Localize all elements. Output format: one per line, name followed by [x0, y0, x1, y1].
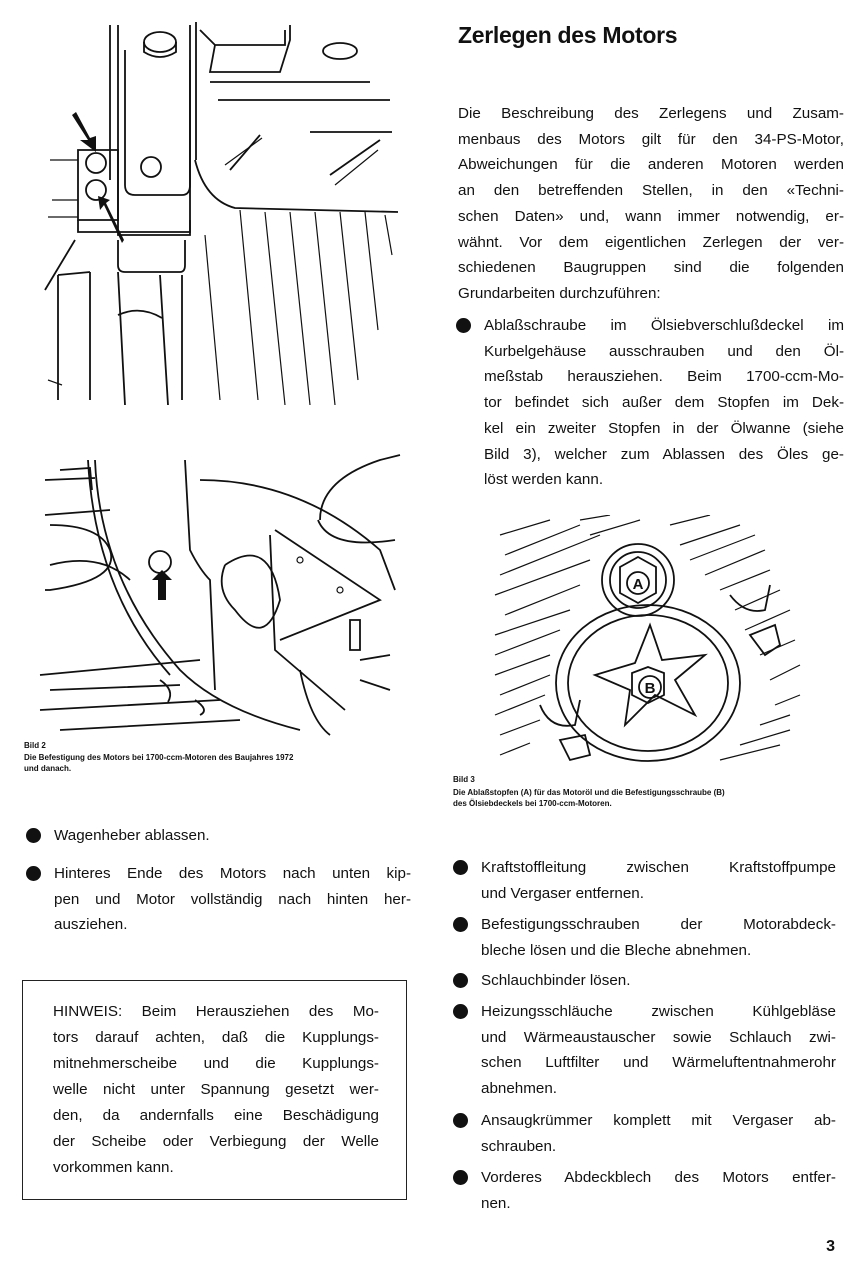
- engine-mount-illustration: [0, 0, 430, 410]
- list-item-line: Vorderes Abdeckblech des Motors entfer-: [481, 1169, 836, 1186]
- list-item-line: Schlauchbinder lösen.: [481, 972, 631, 989]
- list-item-line: Bild 3), welcher zum Ablassen des Öles ge-: [484, 445, 844, 463]
- note-line: den, da andernfalls eine Beschädigung: [53, 1107, 379, 1124]
- intro-line: schiedenen Baugruppen sind die folgenden: [458, 259, 844, 277]
- page-number: 3: [826, 1238, 835, 1255]
- note-line: HINWEIS: Beim Herausziehen des Mo-: [53, 1003, 379, 1020]
- oil-drain-plug-illustration: [490, 515, 810, 765]
- bullet-icon: [26, 828, 41, 843]
- note-line: mitnehmerscheibe und die Kupplungs-: [53, 1055, 379, 1072]
- list-item-line: schen Luftfilter und Wärmeluftentnahmerohr: [481, 1054, 836, 1072]
- marker-a: A: [632, 576, 644, 593]
- list-item-line: meßstab herausziehen. Beim 1700-ccm-Mo-: [484, 368, 844, 386]
- bullet-icon: [456, 318, 471, 333]
- list-item-line: ausziehen.: [54, 916, 128, 934]
- list-item-line: Wagenheber ablassen.: [54, 827, 210, 844]
- bullet-icon: [453, 860, 468, 875]
- caption-line: Die Befestigung des Motors bei 1700-ccm-Motoren des Baujahres 1972: [24, 753, 294, 762]
- list-item-line: löst werden kann.: [484, 471, 604, 489]
- list-item-line: Kraftstoffleitung zwischen Kraftstoffpumpe: [481, 859, 836, 876]
- bullet-icon: [453, 917, 468, 932]
- list-item-line: und Vergaser entfernen.: [481, 884, 644, 902]
- figure-caption: [453, 787, 853, 809]
- intro-line: Die Beschreibung des Zerlegens und Zusam-: [458, 105, 844, 122]
- page-title: Zerlegen des Motors: [458, 22, 678, 48]
- note-box: [22, 980, 407, 1200]
- bullet-icon: [453, 973, 468, 988]
- caption-line: Die Ablaßstopfen (A) für das Motoröl und die Befestigungsschraube (B): [453, 788, 725, 797]
- caption-line: des Ölsiebdeckels bei 1700-ccm-Motoren.: [453, 799, 612, 808]
- figure-label: Bild 3: [453, 775, 475, 784]
- intro-line: an den betreffenden Stellen, in den «Techni-: [458, 182, 844, 200]
- list-item-line: pen und Motor vollständig nach hinten her-: [54, 890, 411, 908]
- list-item-line: kel ein zweiter Stopfen in der Ölwanne (siehe: [484, 419, 844, 437]
- list-item-line: Heizungsschläuche zwischen Kühlgebläse: [481, 1003, 836, 1020]
- marker-b: B: [644, 680, 656, 697]
- list-item-line: und Wärmeaustauscher sowie Schlauch zwi-: [481, 1028, 836, 1046]
- list-item-line: tor befindet sich außer dem Stopfen im Dek-: [484, 394, 844, 412]
- note-line: tors darauf achten, daß die Kupplungs-: [53, 1029, 379, 1046]
- figure-label: Bild 2: [24, 741, 46, 750]
- intro-line: wähnt. Vor dem eigentlichen Zerlegen der ver-: [458, 233, 844, 251]
- note-line: vorkommen kann.: [53, 1159, 174, 1176]
- list-item-line: Kurbelgehäuse ausschrauben und den Öl-: [484, 342, 844, 360]
- bullet-icon: [453, 1170, 468, 1185]
- list-item-line: nen.: [481, 1194, 511, 1212]
- bullet-icon: [26, 866, 41, 881]
- list-item-line: Hinteres Ende des Motors nach unten kip-: [54, 865, 411, 882]
- list-item-line: Ablaßschraube im Ölsiebverschlußdeckel im: [484, 317, 844, 334]
- list-item-line: abnehmen.: [481, 1080, 557, 1098]
- list-item-line: schrauben.: [481, 1137, 557, 1155]
- figure-caption: [24, 752, 424, 774]
- bullet-icon: [453, 1004, 468, 1019]
- list-item-line: Befestigungsschrauben der Motorabdeck-: [481, 916, 836, 933]
- intro-line: Abweichungen für die anderen Motoren werden: [458, 156, 844, 174]
- list-item-line: Ansaugkrümmer komplett mit Vergaser ab-: [481, 1112, 836, 1129]
- note-line: der Scheibe oder Verbiegung der Welle: [53, 1133, 379, 1150]
- caption-line: und danach.: [24, 764, 72, 773]
- intro-line: Grundarbeiten durchzuführen:: [458, 284, 661, 302]
- intro-line: schen Daten» und, wann immer notwendig, er-: [458, 207, 844, 225]
- note-line: welle nicht unter Spannung gesetzt wer-: [53, 1081, 379, 1098]
- engine-mount-1972-illustration: [0, 440, 430, 740]
- intro-paragraph: [458, 101, 844, 307]
- bullet-icon: [453, 1113, 468, 1128]
- intro-line: menbaus des Motors gilt für den 34-PS-Motor,: [458, 130, 844, 148]
- list-item-line: bleche lösen und die Bleche abnehmen.: [481, 941, 752, 959]
